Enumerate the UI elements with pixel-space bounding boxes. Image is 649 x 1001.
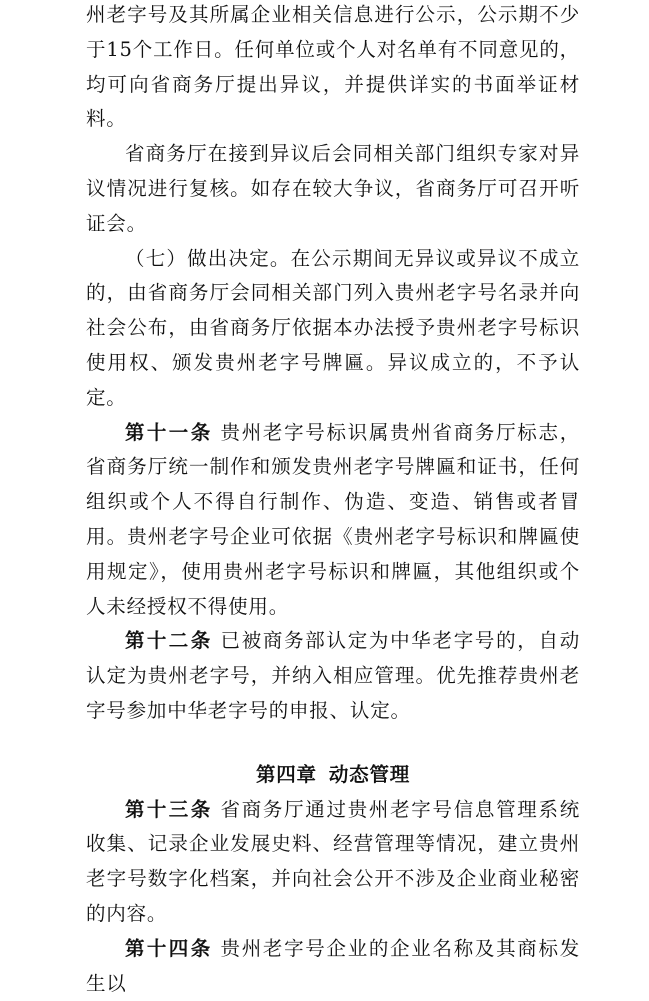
article-14-label: 第十四条 bbox=[125, 936, 213, 960]
article-14-text: 贵州老字号企业的企业名称及其商标发生以 bbox=[86, 936, 580, 995]
article-12-label: 第十二条 bbox=[125, 629, 213, 653]
article-12 bbox=[86, 624, 580, 728]
paragraph-publicity: 州老字号及其所属企业相关信息进行公示，公示期不少于15个工作日。任何单位或个人对名单有不同意见的，均可向省商务厅提出异议，并提供详实的书面举证材料。 bbox=[86, 3, 580, 131]
document-page bbox=[86, 0, 580, 1001]
article-12-text: 已被商务部认定为中华老字号的，自动认定为贵州老字号，并纳入相应管理。优先推荐贵州老字号参加中华老字号的申报、认定。 bbox=[86, 629, 580, 722]
paragraph-objection-review: 省商务厅在接到异议后会同相关部门组织专家对异议情况进行复核。如存在较大争议，省商务厅可召开听证会。 bbox=[86, 142, 580, 235]
article-13-text: 省商务厅通过贵州老字号信息管理系统收集、记录企业发展史料、经营管理等情况，建立贵州老字号数字化档案，并向社会公开不涉及企业商业秘密的内容。 bbox=[86, 797, 580, 925]
chapter-number: 第四章 bbox=[255, 762, 317, 786]
article-11-label: 第十一条 bbox=[125, 420, 213, 444]
chapter-title: 动态管理 bbox=[328, 762, 411, 786]
article-11-text: 贵州老字号标识属贵州省商务厅标志，省商务厅统一制作和颁发贵州老字号牌匾和证书，任何组织或个人不得自行制作、伪造、变造、销售或者冒用。贵州老字号企业可依据《贵州老字号标识和牌匾使用规定》，使用贵州老字号标识和牌匾，其他组织或个人未经授权不得使用。 bbox=[86, 420, 580, 618]
paragraph-decision: （七）做出决定。在公示期间无异议或异议不成立的，由省商务厅会同相关部门列入贵州老字号名录并向社会公布，由省商务厅依据本办法授予贵州老字号标识使用权、颁发贵州老字号牌匾。异议成立的，不予认定。 bbox=[86, 246, 580, 409]
chapter-heading bbox=[86, 758, 580, 793]
article-14 bbox=[86, 932, 580, 1001]
article-13-label: 第十三条 bbox=[125, 797, 213, 821]
article-13 bbox=[86, 793, 580, 932]
article-11 bbox=[86, 416, 580, 625]
